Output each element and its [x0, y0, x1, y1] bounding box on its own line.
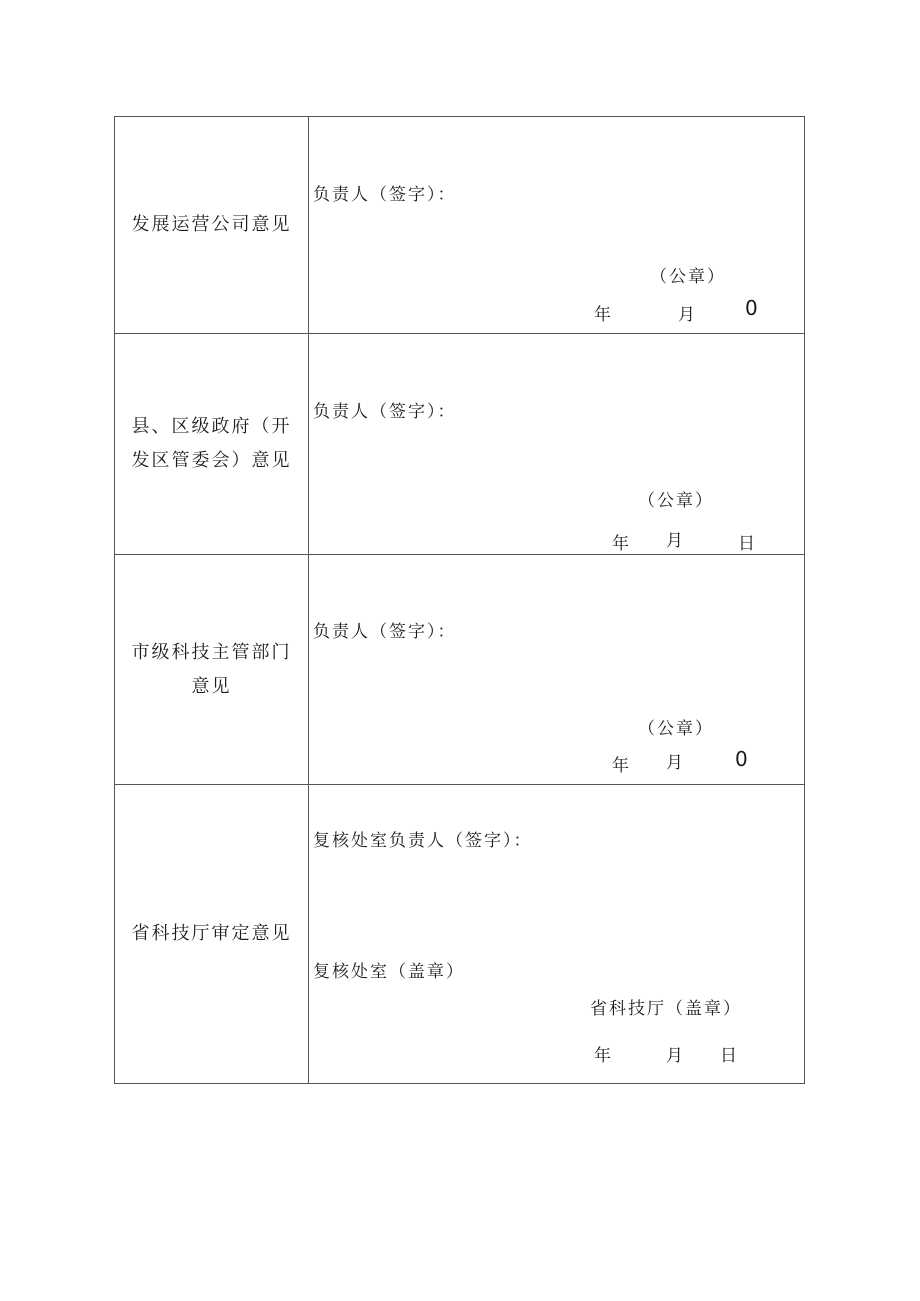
date-month-label: 月: [666, 1046, 685, 1066]
signer-field-label: 负责人（签字）：: [313, 402, 457, 422]
row-label: [115, 785, 309, 1083]
row-label-line: 发区管委会）意见: [131, 450, 292, 471]
date-month-label: 月: [678, 305, 697, 325]
date-day-label: 0: [735, 747, 748, 771]
date-day-label: 日: [738, 534, 757, 554]
table-row: [115, 785, 804, 1083]
official-seal-label: （公章）: [638, 491, 714, 511]
row-label-line: 发展运营公司意见: [131, 214, 292, 235]
official-seal-label: （公章）: [650, 267, 726, 287]
table-row: [115, 555, 804, 785]
row-label: [115, 117, 309, 333]
date-month-label: 月: [666, 753, 685, 773]
review-office-seal-label: 复核处室（盖章）: [313, 962, 465, 982]
date-day-label: 0: [745, 296, 758, 320]
approval-opinion-table: [114, 116, 805, 1084]
row-label-line: 县、区级政府（开: [131, 416, 292, 437]
date-month-label: 月: [666, 531, 685, 551]
signer-field-label: 负责人（签字）：: [313, 185, 457, 205]
table-row: [115, 117, 804, 334]
date-year-label: 年: [594, 305, 613, 325]
date-day-label: 日: [720, 1046, 739, 1066]
signer-field-label: 负责人（签字）：: [313, 622, 457, 642]
date-year-label: 年: [612, 756, 631, 776]
table-row: [115, 334, 804, 555]
review-office-signer-label: 复核处室负责人（签字）：: [313, 831, 533, 851]
row-label: [115, 555, 309, 784]
department-seal-label: 省科技厅（盖章）: [590, 999, 742, 1019]
date-year-label: 年: [612, 534, 631, 554]
row-label-line: 意见: [191, 675, 232, 697]
row-label-line: 市级科技主管部门: [131, 641, 292, 663]
date-year-label: 年: [594, 1046, 613, 1066]
row-label: [115, 334, 309, 554]
row-label-line: 省科技厅审定意见: [131, 923, 292, 944]
official-seal-label: （公章）: [638, 719, 714, 739]
